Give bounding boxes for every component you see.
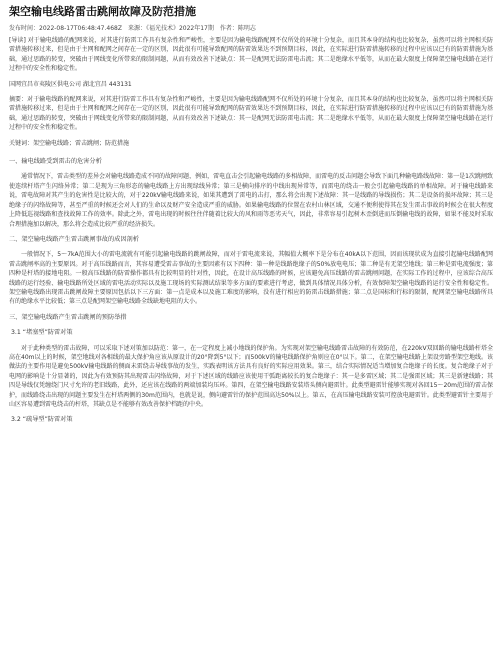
keywords: 关键词：架空输电线路；雷击跳闸；防范措施 [9,139,130,147]
section-3-heading: 三、架空输电线路产生雷击跳闸的预防举措 [9,313,127,321]
subsection-3-1-heading: 3.1 “堵塞型”防雷对策 [11,329,73,337]
section-2-heading: 二、架空输电线路产生雷击跳闸事故的成因剖析 [9,235,139,243]
section-2-body: 一般情况下，5～7kA范围大小的雷电流就有可能引起输电线路的跳闸故障，而对于雷电流来说，其幅值大概率下是分布在40kA以下范围，因而该现状成为直接引起输电线路配网雷击跳闸率高的主要原因。对于高压线路而言，其容易遭受雷击事故的主要因素有以下四种：第一种是线路绝缘子的50%放电电压；第二种是有无架空地线；第三种是雷电流强度；第四种是杆塔的接地电阻。一般高压线路的防雷操作都具有比较明显的针对性，因此，在设计高压线路的时候，应该避免高压线路的雷击跳闸问题，在实际工作的过程中，应该综合高压线路的运行经验、输电线路所处区域的雷电活动实际以及施工现场的实际测试结果等多方面的要素进行考虑，做到具体情况具体分析，有效保障架空输电线路的运行安全性和稳定性。架空输电线路出现雷击跳闸故障主要原因包括以下三方面：第一点是成本以及施工难度的影响，没有进行相应的防雷击线路措施；第二点是国标和行标的限制，配网架空输电线路所具有的绝缘水平比较低；第三点是配网架空输电线路全线缺地电阻的大小。 [9,251,493,306]
article-title: 架空输电线路雷击跳闸故障及防范措施 [9,5,196,18]
spacer [9,148,493,157]
article-lead: [导读] 对于输电线路的配网来说，对其进行防雷工作具有复杂性和严峻性，主要是因为输电线路配网不仅所处的环境十分复杂，而且其本身的结构也比较复杂，虽然可以将主网相关防雷措施转移过来，但是由于主网和配网之间存在一定的区别，因此很有可能导致配网的防雷效果达不到预期目标，因此，在实际进行防雷措施转移的过程中应该以已有的防雷措施为基础，通过思路的转变，突破由于网线变化所带来的限制问题，从而有效改善下述缺点：其一是配网无法防雷电击流；其二是绝缘水平低等，从而在最大限度上保障架空输电线路在运行过程中的安全性和稳定性。 [9,37,493,73]
abstract: 摘要：对于输电线路的配网来说，对其进行防雷工作具有复杂性和严峻性，主要是因为输电线路配网不仅所处的环境十分复杂，而且其本身的结构也比较复杂，虽然可以将主网相关防雷措施转移过来，但是由于主网和配网之间存在一定的区别，因此很有可能导致配网的防雷效果达不到预期目标，因此，在实际进行防雷措施转移的过程中应该以已有的防雷措施为基础，通过思路的转变，突破由于网线变化所带来的限制问题，从而有效改善下述缺点：其一是配网无法防雷电击流；其二是绝缘水平低等，从而在最大限度上保障架空输电线路在运行过程中的安全性和稳定性。 [9,96,493,132]
article-meta: 发布时间：2022-08-17T06:48:47.468Z 来源：《福光技术》2022年17期 作者：陈明志 [9,25,256,32]
section-1-body: 通常情况下，雷击类型的差异会对输电线路造成不同的故障问题，例如，雷电直击会引起输电线路的多相故障，而雷电的反击问题会导致下面几种输电路线故障：第一是1次跳闸致使连续杆塔产生闪络异常；第二是现为三角形态的输电线路上方出现绿线异常；第三是横向排序的中线出现异常等，而雷电的绕击一般会引起输电线路的单相故障。对于输电线路来说，雷电故障对其产生的危害性是比较大的，对于220kV输电线路来说，如果其遭到了雷电的击打，那么将会出现下述故障：其一是线路的导线损伤；其二是设备的损坏故障；其三是绝缘子的闪络故障等，甚至严重的时候还会对人们的生命以及财产安全造成严重的威胁。如果输电线路的位置在农村山林区域，交通不便利使得其在发生雷击事故的时候会在很大程度上降低巡视线路和查找故障工作的效率。除此之外，雷电出现的时候往往伴随着比较大的风和雨等恶劣天气，因此，非常容易引起树木歪倒进而压倒输电线的故障，如果不能及时采取合理措施加以解决，那么将会造成比较严重的经济损失。 [9,173,493,228]
subsection-3-2-heading: 3.2 “疏导型”防雷对策 [11,416,73,424]
author-affiliation: 国网宜昌市夷陵区供电公司 湖北宜昌 443131 [9,80,132,88]
subsection-3-1-body: 对于此种类型的雷击故障，可以采取下述对策加以防范：第一，在一定程度上减小地线的保护角。为实现对架空输电线路雷击故障的有效防范，在220kV双回路的输电线路杆塔全高在40m以上的时候，架空地线对各相线的最大保护角应该从原设计的20°降到5°以下；而500kV的输电线路保护角则应在0°以下。第二，在架空输电线路上架设旁路型架空地线。该做法的主要作用是避免500kV输电线路的侧面未雷绕击导线事故的发生，实践表明该方法具有良好的实际应用效果。第三，结合实际情况适当增加复合绝缘子的长度。复合绝缘子对于电网的影响是十分显著的，因此为有效预防其出现雷击闪络故障，对于下述区域的线路应该使用干弧距离较长的复合绝缘子：其一是多雷区域；其二是强雷区域；其三是新建线路；其四是导线仅凭缠绕门尺寸允许的老旧线路，此外，还应该在线路的两端加装均压环。第四，在架空输电线路安装塔头侧向避雷针。此类型避雷针能够实现对各回15～20m范围的雷击保护，而线路绕击出现的问题主要发生在杆塔两侧的30m范围内，也就是说，侧向避雷针的保护范围高达50%以上。第五，在高压输电线路安装可控放电避雷针。此类型避雷针主要用于山区容易遭到雷电绕击的杆塔，其缺点是不能够有效改善保护档距的中央。 [9,344,493,408]
section-1-heading: 一、输电线路受到雷击的危害分析 [9,158,102,166]
